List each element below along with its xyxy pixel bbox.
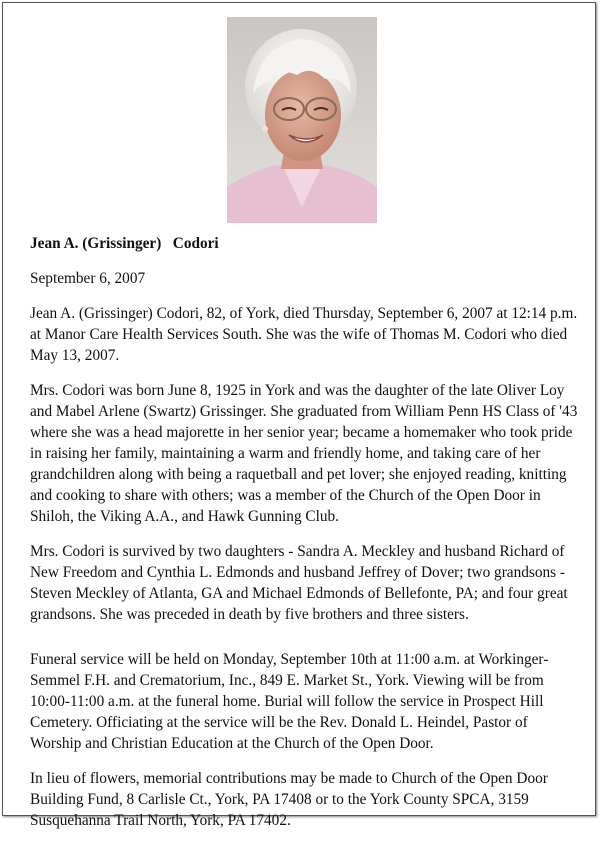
portrait-photo — [227, 17, 377, 223]
decedent-first-name: Jean A. (Grissinger) — [30, 235, 162, 252]
paragraph-death-notice: Jean A. (Grissinger) Codori, 82, of York, died Thursday, September 6, 2007 at 12:14 p.m. at Manor Care Health Services South. She was the wife of Thomas M. Codori who died May 13, 2007. — [30, 305, 578, 364]
obituary-text — [30, 233, 582, 845]
paragraph-survivors: Mrs. Codori is survived by two daughters - Sandra A. Meckley and husband Richard of New Freedom and Cynthia L. Edmonds and husband Jeffrey of Dover; two grandsons - Steven Meckley of Atlanta, GA and Michael Edmonds of Bellefonte, PA; and four great grandsons. She was preceded in death by five brothers and three sisters. — [30, 543, 568, 623]
paragraph-funeral-service: Funeral service will be held on Monday, September 10th at 11:00 a.m. at Workinger-Semmel F.H. and Crematorium, Inc., 849 E. Market St., York. Viewing will be from 10:00-11:00 a.m. at the funeral home. Burial will follow the service in Prospect Hill Cemetery. Officiating at the service will be the Rev. Donald L. Heindel, Pastor of Worship and Christian Education at the Church of the Open Door. — [30, 651, 549, 752]
obituary-frame — [2, 2, 596, 829]
decedent-last-name: Codori — [172, 235, 219, 252]
death-date: September 6, 2007 — [30, 270, 146, 287]
paragraph-memorial-contributions: In lieu of flowers, memorial contributions may be made to Church of the Open Door Building Fund, 8 Carlisle Ct., York, PA 17408 or to the York County SPCA, 3159 Susquehanna Trail North, York, PA 17402. — [30, 770, 548, 829]
decedent-name — [30, 233, 582, 254]
paragraph-biography: Mrs. Codori was born June 8, 1925 in York and was the daughter of the late Oliver Loy and Mabel Arlene (Swartz) Grissinger. She graduated from William Penn HS Class of '43 where she was a head majorette in her senior year; became a homemaker who took pride in raising her family, maintaining a warm and friendly home, and taking care of her grandchildren along with being a raquetball and pet lover; she enjoyed reading, knitting and cooking to share with others; was a member of the Church of the Open Door in Shiloh, the Viking A.A., and Hawk Gunning Club. — [30, 382, 578, 525]
